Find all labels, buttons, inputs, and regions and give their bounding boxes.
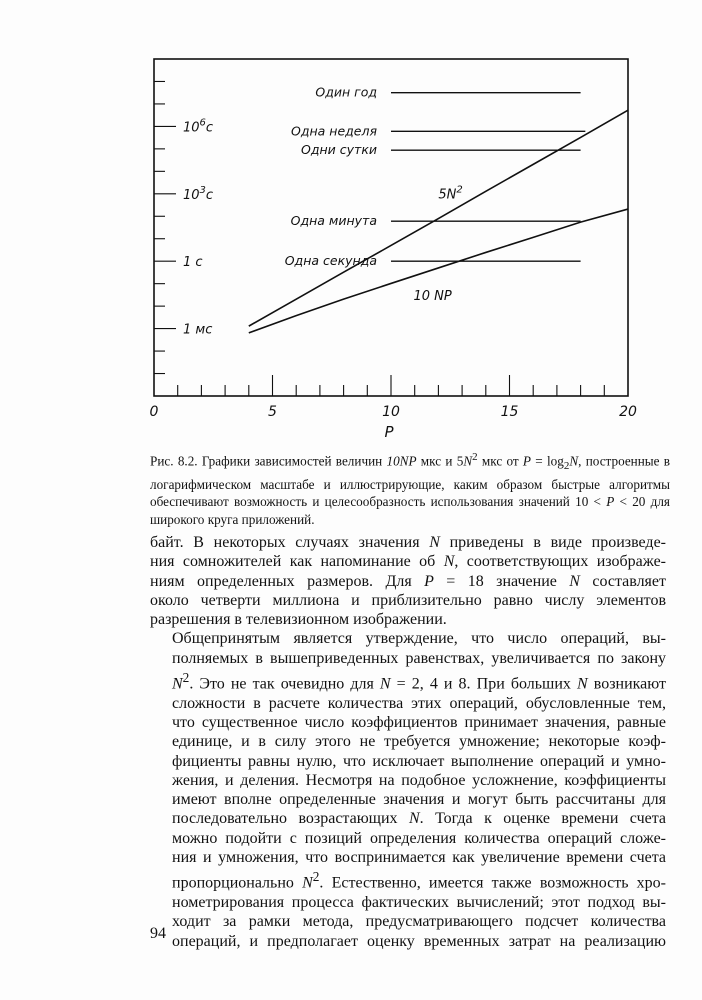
reference-line-label: Одни сутки	[301, 142, 377, 158]
text-line: ниям определенных размеров. Для P = 18 значение N составляет	[150, 572, 667, 590]
text-line: сложности в расчете количества этих операций, обусловленные тем,	[172, 694, 666, 712]
caption-text: мкс и 5	[416, 453, 464, 469]
x-tick-label: 10	[382, 404, 400, 420]
x-tick-label: 5	[268, 404, 277, 420]
text-line: $N^2$. Это не так очевидно для N = 2, 4 и 8. При больших N возникают	[172, 670, 667, 693]
reference-line-label: Одна минута	[290, 213, 377, 229]
y-axis-ticks	[154, 81, 176, 373]
caption-text: = log	[530, 453, 564, 469]
paragraph	[150, 629, 666, 950]
body-text	[150, 533, 666, 951]
caption-text: мкс от	[477, 453, 523, 469]
reference-line-label: Одна неделя	[291, 123, 377, 139]
caption-math: N	[463, 453, 473, 469]
text-line: Общепринятым является утверждение, что число операций, вы-	[172, 630, 666, 648]
plot-frame	[154, 59, 628, 396]
text-line: единице, и в силу этого не требуется умножение; некоторые коэф-	[172, 733, 666, 751]
caption-math-subscript: 2	[563, 460, 570, 473]
caption-text: Рис. 8.2. Графики зависимостей величин	[150, 453, 387, 469]
text-line: операций, и предполагает оценку временных затрат на реализацию	[172, 932, 666, 950]
text-line: нометрирования процесса фактических вычислений; этот подход вы-	[172, 894, 666, 911]
y-axis-tick-labels	[183, 117, 213, 337]
caption-math: N	[569, 453, 579, 469]
text-line: около четверти миллиона и приблизительно равно числу элементов	[150, 591, 666, 609]
text-line: байт. В некоторых случаях значения N приведены в виде произведе-	[150, 534, 667, 551]
text-line: ходит за рамки метода, предусматривающего подсчет количества	[172, 913, 666, 931]
y-tick-label: $10^3c$	[183, 184, 214, 203]
x-axis-tick-labels	[150, 404, 637, 420]
y-tick-label: $10^6c$	[183, 117, 214, 136]
reference-line-label: Один год	[315, 84, 377, 100]
x-axis-label: P	[384, 423, 394, 440]
paragraph	[150, 533, 666, 629]
x-tick-label: 15	[500, 404, 519, 420]
caption-math: P	[606, 494, 615, 510]
figure-caption	[150, 449, 670, 528]
reference-line-label: Одна секунда	[284, 253, 377, 269]
text-line: что существенное число коэффициентов принимает значения, равные	[172, 714, 666, 731]
x-axis-ticks	[178, 375, 605, 396]
y-tick-label: 1 c	[183, 255, 203, 271]
caption-text: < 20 для широкого круга приложений.	[150, 494, 670, 527]
caption-math-exponent: 2	[472, 451, 478, 463]
text-line: полняемых в вышеприведенных равенствах, увеличивается по закону	[172, 649, 666, 667]
series-label: $5N^2$	[438, 184, 463, 203]
reference-lines	[285, 85, 586, 269]
caption-text: , построенные в логарифмическом масштабе и иллюстрирующие, каким образом быстрые алгоритмы обеспечивают возможность и целесообразность использования значений 10 <	[150, 453, 671, 510]
series-label: 10 NP	[413, 289, 452, 305]
text-line: можно подойти с позиций определения количества операций сложе-	[172, 829, 666, 847]
page-number: 94	[150, 925, 166, 942]
text-line: ния и умножения, что воспринимается как увеличение времени счета	[172, 849, 666, 867]
text-line: последовательно возрастающих N. Тогда к оценке времени счета	[172, 810, 667, 828]
text-line: пропорционально $N^2$. Естественно, имеется также возможность хро-	[172, 869, 666, 892]
text-line: жения, и деления. Несмотря на подобное усложнение, коэффициенты	[172, 771, 666, 789]
x-tick-label: 20	[619, 404, 637, 420]
text-line: имеют вполне определенные значения и могут быть рассчитаны для	[172, 791, 666, 809]
figure-8-2-chart	[0, 0, 702, 440]
caption-math: 10NP	[386, 453, 417, 469]
text-line: ния сомножителей как напоминание об N, соответствующих изображе-	[150, 553, 667, 571]
text-line: фициенты равны нулю, что исключает выполнение операций и умно-	[172, 752, 666, 770]
text-line: разрешения в телевизионном изображении.	[150, 611, 447, 629]
x-tick-label: 0	[149, 404, 159, 420]
caption-math: P	[522, 453, 531, 469]
y-tick-label: 1 мс	[183, 322, 213, 338]
